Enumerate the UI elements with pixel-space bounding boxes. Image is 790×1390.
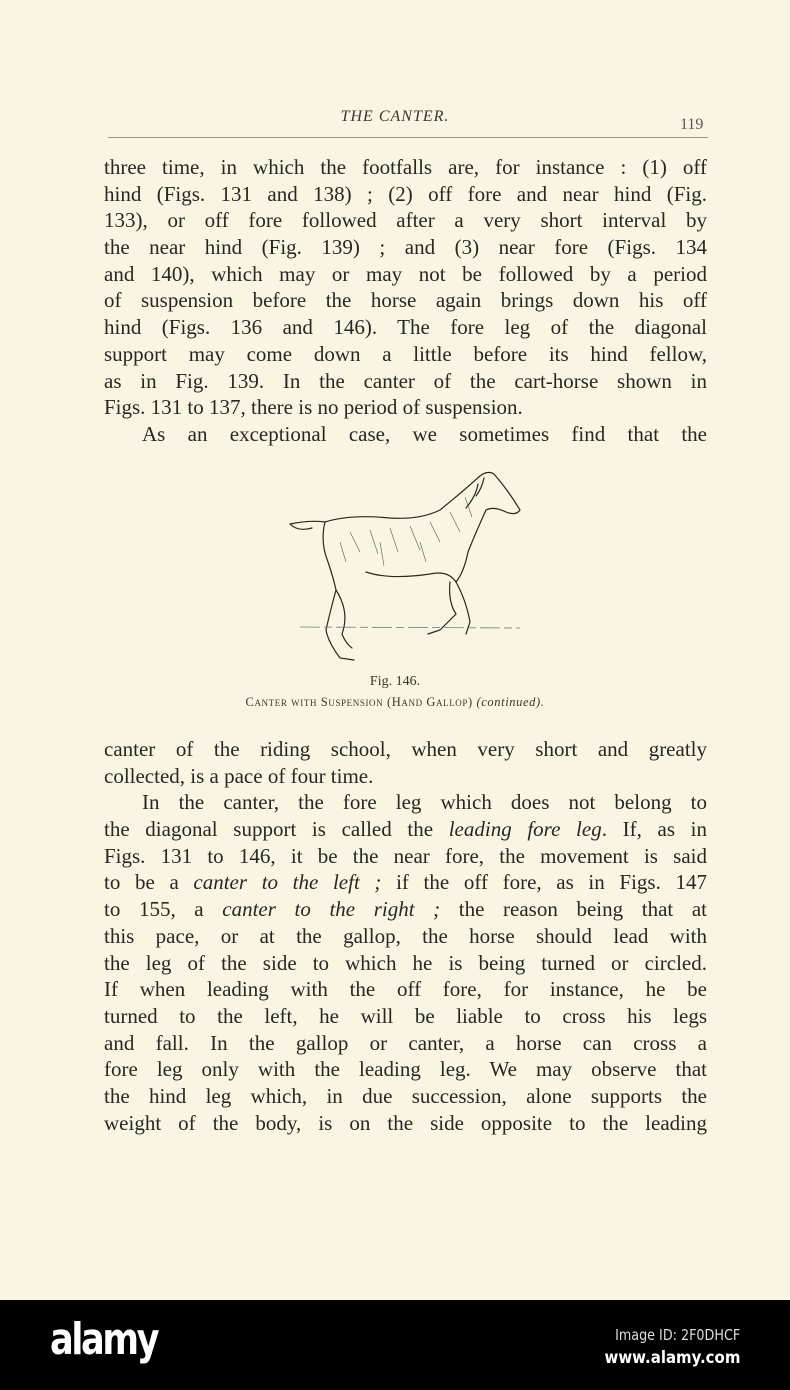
text-line [104,421,707,448]
text-segment: the hind leg which, in due succession, alone supports the [104,1083,707,1108]
text-segment: to be a [104,870,194,895]
header-rule [108,137,708,138]
text-line [104,154,707,181]
text-segment: of suspension before the horse again brings down his off [104,288,707,313]
text-line [104,950,707,977]
text-segment: and 140), which may or may not be followed by a period [104,261,707,286]
text-segment: three time, in which the footfalls are, for instance : (1) off [104,155,707,179]
caption-text: Canter with Suspension (Hand Gallop) [245,695,473,709]
text-line [104,368,707,395]
text-line [104,207,707,234]
text-line [104,1056,707,1083]
text-line [104,869,707,896]
text-segment: Figs. 131 to 146, it be the near fore, the movement is said [104,843,707,868]
image-id: Image ID: 2F0DHCF [614,1326,740,1344]
text-segment: the diagonal support is called the [104,817,449,842]
text-segment: if the off fore, as in Figs. 147 [381,870,707,895]
text-line [104,261,707,288]
figure-label: Fig. 146. [369,674,421,689]
text-segment: As an exceptional case, we sometimes find that the [142,421,707,446]
text-segment: the near hind (Fig. 139) ; and (3) near fore (Figs. 134 [104,235,707,260]
paragraph-bottom [104,736,707,1136]
watermark-footer [0,1300,790,1390]
text-line [104,1003,707,1030]
figure-caption [0,695,790,710]
page-number: 119 [680,116,704,133]
italic-text: canter to the left ; [193,870,382,895]
horse-illustration [280,462,530,667]
running-title: THE CANTER. [340,108,450,125]
text-line [104,234,707,261]
text-segment: hind (Figs. 131 and 138) ; (2) off fore and near hind (Fig. [104,181,707,206]
text-segment: turned to the left, he will be liable to cross his legs [104,1003,707,1028]
text-segment: hind (Figs. 136 and 146). The fore leg of the diagonal [104,315,707,340]
paragraph-top [104,154,707,448]
text-segment: support may come down a little before its hind fellow, [104,341,707,366]
text-segment: . If, as in [601,817,707,842]
text-segment: collected, is a pace of four time. [104,763,374,788]
text-segment: as in Fig. 139. In the canter of the cart-horse shown in [104,368,707,393]
caption-italic: (continued). [476,695,545,709]
text-line [104,923,707,950]
text-segment: and fall. In the gallop or canter, a horse can cross a [104,1030,707,1055]
italic-text: canter to the right ; [222,897,441,922]
text-line [104,394,707,421]
text-segment: In the canter, the fore leg which does not belong to [142,790,707,815]
text-line [104,789,707,816]
alamy-logo: alamy [50,1314,158,1365]
text-line [104,896,707,923]
text-segment: 133), or off fore followed after a very short interval by [104,208,707,233]
text-line [104,736,707,763]
text-line [104,314,707,341]
text-segment: to 155, a [104,897,223,922]
text-segment: Figs. 131 to 137, there is no period of suspension. [104,395,523,420]
text-segment: weight of the body, is on the side opposite to the leading [104,1110,707,1135]
text-segment: canter of the riding school, when very short and greatly [104,737,707,761]
text-segment: fore leg only with the leading leg. We may observe that [104,1057,707,1082]
text-line [104,763,707,790]
text-segment: this pace, or at the gallop, the horse should lead with [104,923,707,948]
site-url: www.alamy.com [604,1348,740,1368]
text-segment: If when leading with the off fore, for instance, he be [104,977,707,1002]
text-line [104,1083,707,1110]
text-line [104,1110,707,1137]
text-segment: the reason being that at [440,897,707,922]
text-line [104,287,707,314]
text-line [104,181,707,208]
text-line [104,1030,707,1057]
text-segment: the leg of the side to which he is being turned or circled. [104,950,707,975]
text-line [104,341,707,368]
text-line [104,843,707,870]
text-line [104,816,707,843]
text-line [104,976,707,1003]
italic-text: leading fore leg [448,817,602,842]
